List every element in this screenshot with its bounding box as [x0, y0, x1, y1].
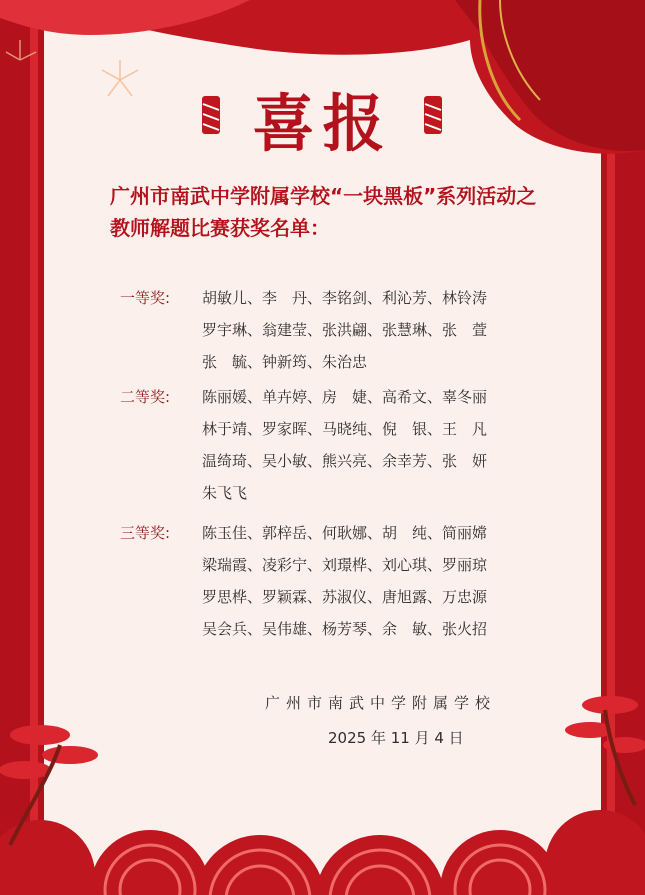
cloud-pine-decoration — [0, 675, 645, 895]
winner-line: 陈玉佳、郭梓岳、何耿娜、胡 纯、简丽嫦 — [202, 524, 488, 542]
signature-date: 2025 年 11 月 4 日 — [328, 729, 464, 747]
winner-line: 罗思桦、罗颖霖、苏淑仪、唐旭露、万忠源 — [202, 588, 488, 606]
winner-line: 胡敏儿、李 丹、李铭剑、利沁芳、林铃涛 — [202, 289, 488, 307]
award-label: 二等奖: — [120, 388, 171, 406]
winner-line: 温绮琦、吴小敏、熊兴亮、余幸芳、张 妍 — [202, 452, 488, 470]
winner-line: 林于靖、罗家晖、马晓纯、倪 银、王 凡 — [202, 420, 488, 438]
page-title: 喜报 — [252, 87, 393, 160]
announcement-intro: 广州市南武中学附属学校“一块黑板”系列活动之教师解题比赛获奖名单： — [110, 184, 537, 240]
winner-list — [202, 517, 542, 645]
winner-list — [202, 282, 542, 378]
signature-school: 广州市南武中学附属学校 — [265, 694, 497, 712]
winner-line: 朱飞飞 — [202, 484, 248, 502]
award-label: 一等奖: — [120, 289, 171, 307]
winner-line: 吴会兵、吴伟雄、杨芳琴、余 敏、张火招 — [202, 620, 488, 638]
winner-line: 陈丽媛、单卉婷、房 婕、高希文、辜冬丽 — [202, 388, 488, 406]
award-label: 三等奖: — [120, 524, 171, 542]
winner-line: 梁瑞霞、凌彩宁、刘璟桦、刘心琪、罗丽琼 — [202, 556, 488, 574]
winner-line: 张 毓、钟新筠、朱治忠 — [202, 353, 368, 371]
winner-line: 罗宇琳、翁建莹、张洪翩、张慧琳、张 萱 — [202, 321, 488, 339]
winner-list — [202, 381, 542, 509]
